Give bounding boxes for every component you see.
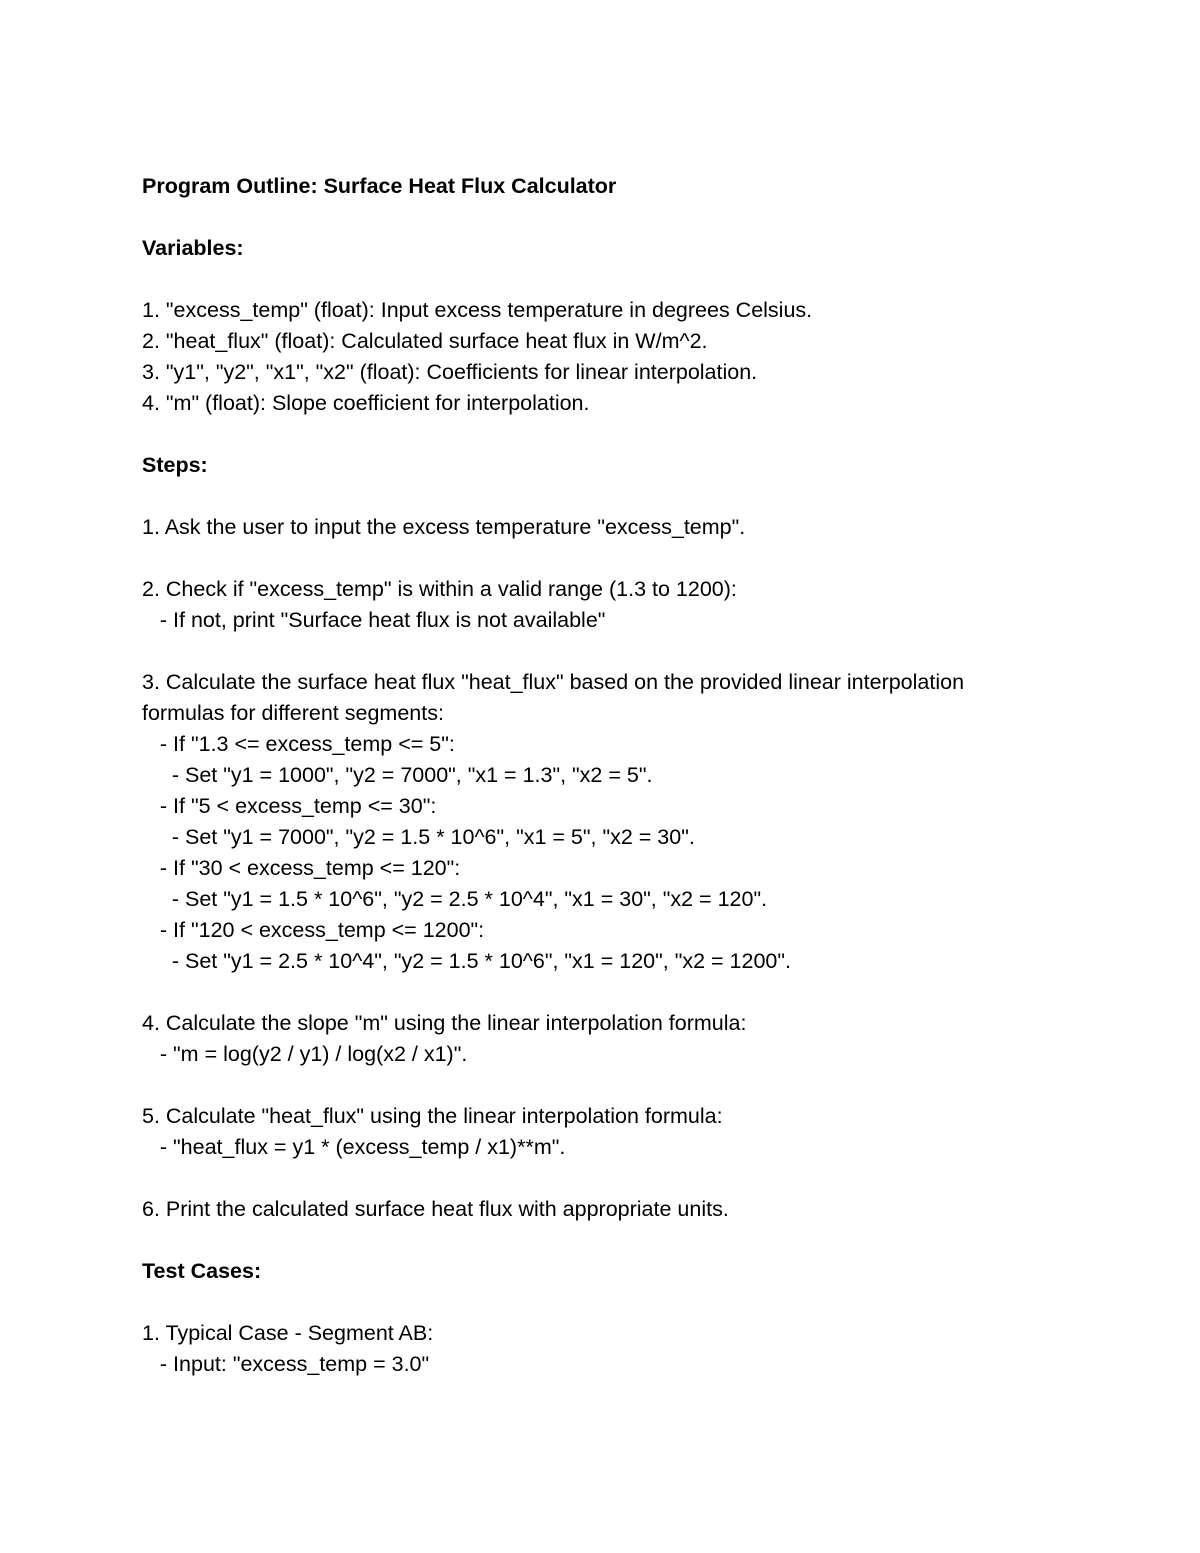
steps-heading: Steps: <box>142 453 208 477</box>
variable-item: 2. "heat_flux" (float): Calculated surface heat flux in W/m^2. <box>142 329 708 353</box>
step-5-sub: - "heat_flux = y1 * (excess_temp / x1)**m". <box>142 1135 566 1159</box>
spacer <box>142 1070 1102 1101</box>
step-3-line-1: 3. Calculate the surface heat flux "heat_flux" based on the provided linear interpolation <box>142 670 965 694</box>
spacer <box>142 1287 1102 1318</box>
step-3-sub: - If "1.3 <= excess_temp <= 5": <box>142 732 455 756</box>
spacer <box>142 481 1102 512</box>
step-3-sub: - If "30 < excess_temp <= 120": <box>142 856 461 880</box>
variables-heading: Variables: <box>142 236 244 260</box>
test-case-1-sub: - Input: "excess_temp = 3.0" <box>142 1352 430 1376</box>
spacer <box>142 977 1102 1008</box>
step-3-sub: - Set "y1 = 1.5 * 10^6", "y2 = 2.5 * 10^4", "x1 = 30", "x2 = 120". <box>142 887 768 911</box>
step-3-line-2: formulas for different segments: <box>142 701 444 725</box>
document-title: Program Outline: Surface Heat Flux Calculator <box>142 174 617 198</box>
spacer <box>142 1163 1102 1194</box>
variable-item: 4. "m" (float): Slope coefficient for interpolation. <box>142 391 590 415</box>
step-3-sub: - Set "y1 = 2.5 * 10^4", "y2 = 1.5 * 10^6", "x1 = 120", "x2 = 1200". <box>142 949 791 973</box>
step-3-sub: - Set "y1 = 7000", "y2 = 1.5 * 10^6", "x1 = 5", "x2 = 30". <box>142 825 695 849</box>
step-5: 5. Calculate "heat_flux" using the linear interpolation formula: <box>142 1104 723 1128</box>
step-1: 1. Ask the user to input the excess temperature "excess_temp". <box>142 515 746 539</box>
step-3-sub: - If "5 < excess_temp <= 30": <box>142 794 437 818</box>
spacer <box>142 1225 1102 1256</box>
variable-item: 1. "excess_temp" (float): Input excess temperature in degrees Celsius. <box>142 298 813 322</box>
spacer <box>142 636 1102 667</box>
spacer <box>142 543 1102 574</box>
step-2-sub: - If not, print "Surface heat flux is not available" <box>142 608 606 632</box>
test-case-1: 1. Typical Case - Segment AB: <box>142 1321 434 1345</box>
document-page <box>142 171 1102 1380</box>
spacer <box>142 264 1102 295</box>
step-4-sub: - "m = log(y2 / y1) / log(x2 / x1)". <box>142 1042 468 1066</box>
variable-item: 3. "y1", "y2", "x1", "x2" (float): Coefficients for linear interpolation. <box>142 360 758 384</box>
spacer <box>142 202 1102 233</box>
test-cases-heading: Test Cases: <box>142 1259 262 1283</box>
step-3-sub: - Set "y1 = 1000", "y2 = 7000", "x1 = 1.3", "x2 = 5". <box>142 763 653 787</box>
step-2: 2. Check if "excess_temp" is within a valid range (1.3 to 1200): <box>142 577 737 601</box>
step-3-sub: - If "120 < excess_temp <= 1200": <box>142 918 485 942</box>
step-4: 4. Calculate the slope "m" using the linear interpolation formula: <box>142 1011 747 1035</box>
step-6: 6. Print the calculated surface heat flux with appropriate units. <box>142 1197 729 1221</box>
spacer <box>142 419 1102 450</box>
